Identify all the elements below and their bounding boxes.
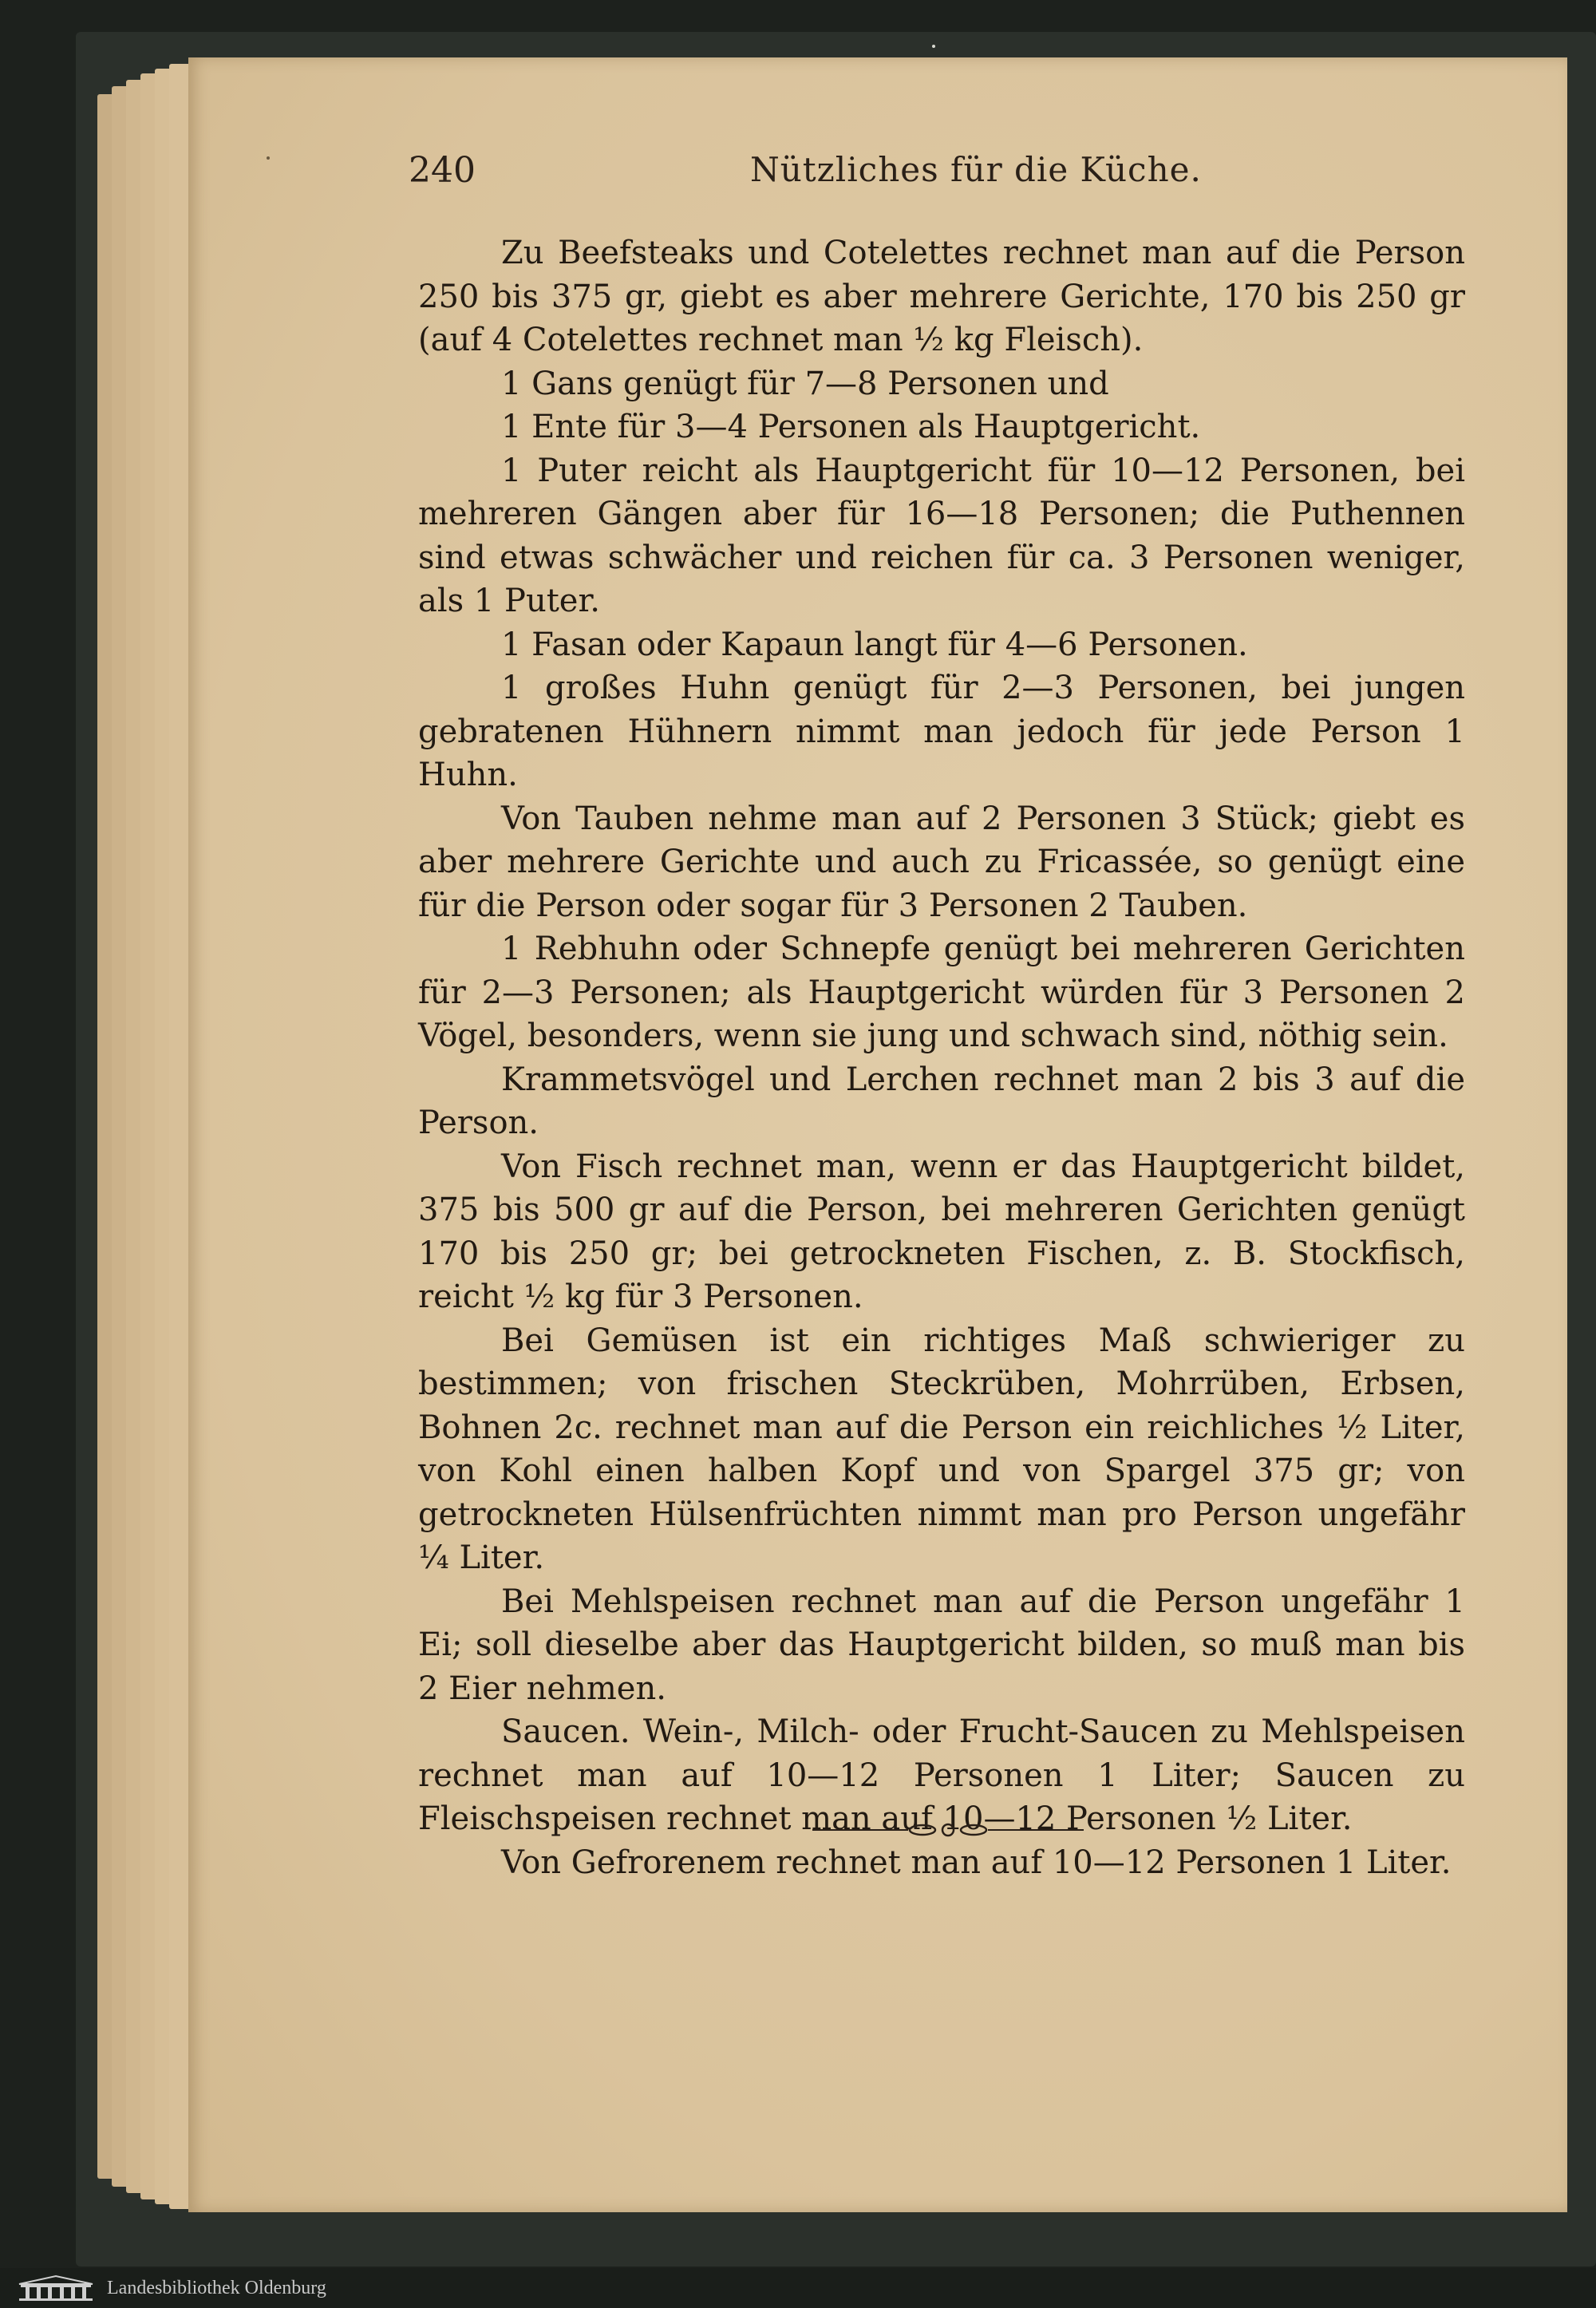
library-name: Landesbibliothek Oldenburg [107, 2278, 326, 2298]
paragraph: 1 Rebhuhn oder Schnepfe genügt bei mehreren Gerichten für 2—3 Personen; als Hauptgericht würden für 3 Personen 2 Vögel, besonders, wenn sie jung und schwach sind, nöthig sein. [418, 931, 1465, 1054]
paragraph: Krammetsvögel und Lerchen rechnet man 2 bis 3 auf die Person. [418, 1061, 1465, 1141]
paragraph: Von Fisch rechnet man, wenn er das Hauptgericht bildet, 375 bis 500 gr auf die Person, bei mehreren Gerichten genügt 170 bis 250 gr; bei getrockneten Fischen, z. B. Stockfisch, reicht ½ kg für 3 Personen. [418, 1148, 1465, 1315]
paragraph: 1 Ente für 3—4 Personen als Hauptgericht. [501, 409, 1201, 445]
paragraph: Von Tauben nehme man auf 2 Personen 3 Stück; giebt es aber mehrere Gerichte und auch zu Fricassée, so genügt eine für die Person oder sogar für 3 Personen 2 Tauben. [418, 800, 1465, 924]
paper-speck [932, 45, 935, 48]
ornament-divider-icon [812, 1818, 1084, 1842]
paragraph: Zu Beefsteaks und Cotelettes rechnet man auf die Person 250 bis 375 gr, giebt es aber mehrere Gerichte, 170 bis 250 gr (auf 4 Cotelettes rechnet man ½ kg Fleisch). [418, 235, 1465, 358]
paragraph: Saucen. Wein-, Milch- oder Frucht-Saucen zu Mehlspeisen rechnet man auf 10—12 Personen 1 Liter; Saucen zu Fleischspeisen rechnet man auf 10—12 Personen ½ Liter. [418, 1713, 1465, 1837]
body-text [418, 231, 1465, 1884]
paragraph: Bei Mehlspeisen rechnet man auf die Person ungefähr 1 Ei; soll dieselbe aber das Hauptgericht bilden, so muß man bis 2 Eier nehmen. [418, 1583, 1465, 1707]
library-building-icon [16, 2274, 96, 2302]
paragraph: Von Gefrorenem rechnet man auf 10—12 Personen 1 Liter. [501, 1844, 1452, 1881]
paper-speck [267, 156, 270, 160]
paragraph: 1 Fasan oder Kapaun langt für 4—6 Personen. [501, 626, 1248, 663]
paragraph: 1 großes Huhn genügt für 2—3 Personen, bei jungen gebratenen Hühnern nimmt man jedoch für jede Person 1 Huhn. [418, 670, 1465, 793]
paragraph: Bei Gemüsen ist ein richtiges Maß schwieriger zu bestimmen; von frischen Steckrüben, Mohrrüben, Erbsen, Bohnen 2c. rechnet man auf die Person ein reichliches ½ Liter, von Kohl einen halben Kopf und von Spargel 375 gr; von getrockneten Hülsenfrüchten nimmt man pro Person ungefähr ¼ Liter. [418, 1322, 1465, 1576]
page-edge [169, 64, 190, 2209]
page-number: 240 [409, 150, 476, 191]
running-title: Nützliches für die Küche. [750, 150, 1202, 189]
paragraph: 1 Gans genügt für 7—8 Personen und [501, 365, 1109, 402]
paragraph: 1 Puter reicht als Hauptgericht für 10—12 Personen, bei mehreren Gängen aber für 16—18 Personen; die Puthennen sind etwas schwächer und reichen für ca. 3 Personen weniger, als 1 Puter. [418, 452, 1465, 619]
